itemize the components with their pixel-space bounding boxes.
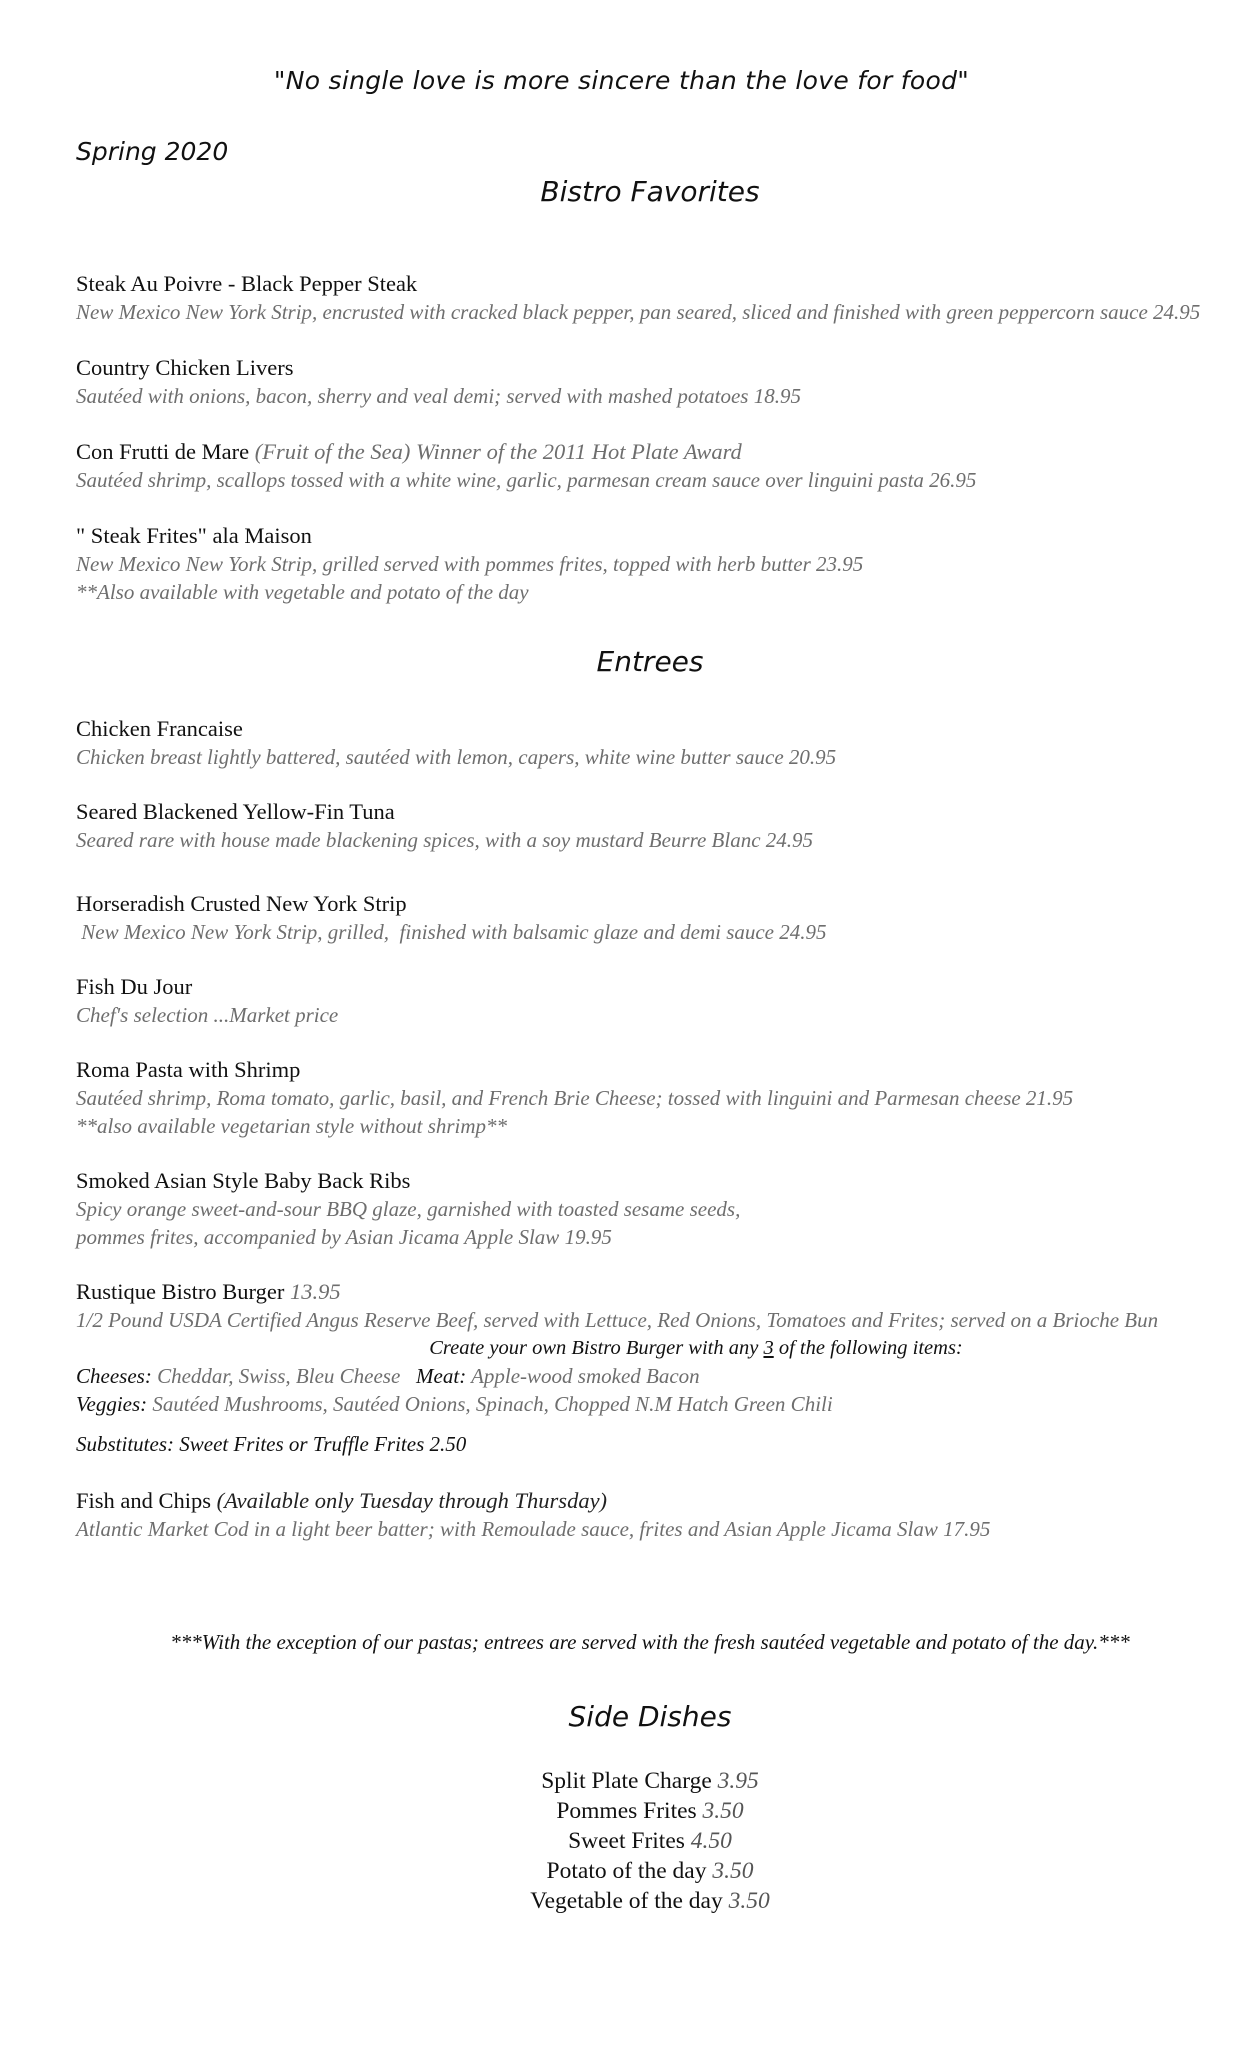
item-description: Chef's selection ...Market price xyxy=(76,1003,339,1027)
side-price: 3.50 xyxy=(712,1858,754,1884)
item-description: Spicy orange sweet-and-sour BBQ glaze, garnished with toasted sesame seeds, xyxy=(76,1197,741,1221)
section-heading-sides: Side Dishes xyxy=(568,1700,732,1733)
side-name: Potato of the day xyxy=(546,1858,713,1884)
menu-item-burger xyxy=(76,1278,1196,1418)
cheeses-label: Cheeses: xyxy=(76,1364,152,1388)
item-description-line-2: pommes frites, accompanied by Asian Jicama Apple Slaw 19.95 xyxy=(76,1225,612,1249)
side-name: Split Plate Charge xyxy=(541,1768,718,1794)
item-name: Seared Blackened Yellow-Fin Tuna xyxy=(76,799,395,824)
menu-item xyxy=(76,270,1201,326)
item-description: Chicken breast lightly battered, sautéed with lemon, capers, white wine butter sauce 20.95 xyxy=(76,745,837,769)
item-name: Horseradish Crusted New York Strip xyxy=(76,891,407,916)
veggies-list: Sautéed Mushrooms, Sautéed Onions, Spinach, Chopped N.M Hatch Green Chili xyxy=(147,1392,833,1416)
item-name: Fish and Chips xyxy=(76,1488,212,1513)
item-description: Sautéed with onions, bacon, sherry and veal demi; served with mashed potatoes 18.95 xyxy=(76,384,801,408)
item-name-line xyxy=(76,438,1196,466)
item-price: 13.95 xyxy=(289,1279,341,1304)
burger-create-number: 3 xyxy=(763,1337,774,1359)
item-description: Sautéed shrimp, scallops tossed with a white wine, garlic, parmesan cream sauce over linguini pasta 26.95 xyxy=(76,468,977,492)
menu-item xyxy=(76,1056,1196,1140)
item-name: Rustique Bistro Burger xyxy=(76,1279,285,1304)
burger-veggies-line xyxy=(76,1390,1196,1418)
menu-item xyxy=(76,354,1196,410)
item-name-note: (Fruit of the Sea) Winner of the 2011 Hot Plate Award xyxy=(254,439,742,464)
item-name-note: (Available only Tuesday through Thursday) xyxy=(216,1488,608,1513)
item-name: Smoked Asian Style Baby Back Ribs xyxy=(76,1168,411,1193)
menu-item xyxy=(76,798,1196,854)
cheeses-list: Cheddar, Swiss, Bleu Cheese xyxy=(151,1364,417,1388)
menu-item xyxy=(76,715,1196,771)
menu-item xyxy=(76,1487,1196,1543)
menu-item xyxy=(76,973,1196,1029)
veggies-label: Veggies: xyxy=(76,1392,148,1416)
side-price: 3.50 xyxy=(728,1888,770,1914)
item-name: Chicken Francaise xyxy=(76,716,243,741)
item-description: Sautéed shrimp, Roma tomato, garlic, basil, and French Brie Cheese; tossed with linguini and Parmesan cheese 21.95 xyxy=(76,1086,1074,1110)
menu-item xyxy=(76,1167,1196,1251)
side-item xyxy=(0,1856,1243,1886)
item-name: Fish Du Jour xyxy=(76,974,193,999)
side-item xyxy=(0,1826,1243,1856)
item-description: New Mexico New York Strip, encrusted with cracked black pepper, pan seared, sliced and finished with green peppercorn sauce 24.95 xyxy=(76,300,1201,324)
menu-season: Spring 2020 xyxy=(76,137,229,166)
item-description: New Mexico New York Strip, grilled served with pommes frites, topped with herb butter 23.95 xyxy=(76,552,864,576)
side-item xyxy=(0,1886,1243,1916)
item-description: Atlantic Market Cod in a light beer batter; with Remoulade sauce, frites and Asian Apple Jicama Slaw 17.95 xyxy=(76,1517,991,1541)
substitutes-line xyxy=(76,1430,1196,1458)
burger-create-text: Create your own Bistro Burger with any xyxy=(429,1337,764,1359)
side-dishes-list xyxy=(0,1766,1243,1916)
item-name-line xyxy=(76,1487,1196,1515)
item-name-line xyxy=(76,1278,1196,1306)
item-name: Country Chicken Livers xyxy=(76,355,294,380)
section-heading-bistro: Bistro Favorites xyxy=(540,175,760,208)
section-heading-entrees: Entrees xyxy=(596,645,704,678)
side-item xyxy=(0,1766,1243,1796)
burger-create-text-end: of the following items: xyxy=(773,1337,963,1359)
item-description: 1/2 Pound USDA Certified Angus Reserve Beef, served with Lettuce, Red Onions, Tomatoes and Frites; served on a Brioche Bun xyxy=(76,1308,1159,1332)
item-name: " Steak Frites" ala Maison xyxy=(76,523,312,548)
side-name: Pommes Frites xyxy=(556,1798,703,1824)
item-name: Steak Au Poivre - Black Pepper Steak xyxy=(76,271,418,296)
side-name: Sweet Frites xyxy=(568,1828,691,1854)
menu-item xyxy=(76,890,1196,946)
item-name: Con Frutti de Mare xyxy=(76,439,250,464)
item-description-note: **Also available with vegetable and potato of the day xyxy=(76,580,529,604)
side-price: 4.50 xyxy=(690,1828,732,1854)
meat-label: Meat: xyxy=(416,1364,467,1388)
side-item xyxy=(0,1796,1243,1826)
meat-list: Apple-wood smoked Bacon xyxy=(466,1364,700,1388)
side-name: Vegetable of the day xyxy=(530,1888,729,1914)
burger-cheeses-meat-line xyxy=(76,1362,1196,1390)
menu-item xyxy=(76,522,1196,606)
menu-item xyxy=(76,438,1196,494)
item-description: Seared rare with house made blackening spices, with a soy mustard Beurre Blanc 24.95 xyxy=(76,828,814,852)
side-price: 3.95 xyxy=(717,1768,759,1794)
side-price: 3.50 xyxy=(702,1798,744,1824)
menu-quote: "No single love is more sincere than the love for food" xyxy=(273,66,970,95)
burger-create-line xyxy=(76,1334,1243,1362)
entree-footnote: ***With the exception of our pastas; entrees are served with the fresh sautéed vegetable and potato of the day.*** xyxy=(170,1630,1130,1654)
item-description-note: **also available vegetarian style without shrimp** xyxy=(76,1114,508,1138)
item-name: Roma Pasta with Shrimp xyxy=(76,1057,301,1082)
item-description: New Mexico New York Strip, grilled, finished with balsamic glaze and demi sauce 24.95 xyxy=(76,920,827,944)
substitutes-text: Substitutes: Sweet Frites or Truffle Frites 2.50 xyxy=(76,1432,467,1456)
